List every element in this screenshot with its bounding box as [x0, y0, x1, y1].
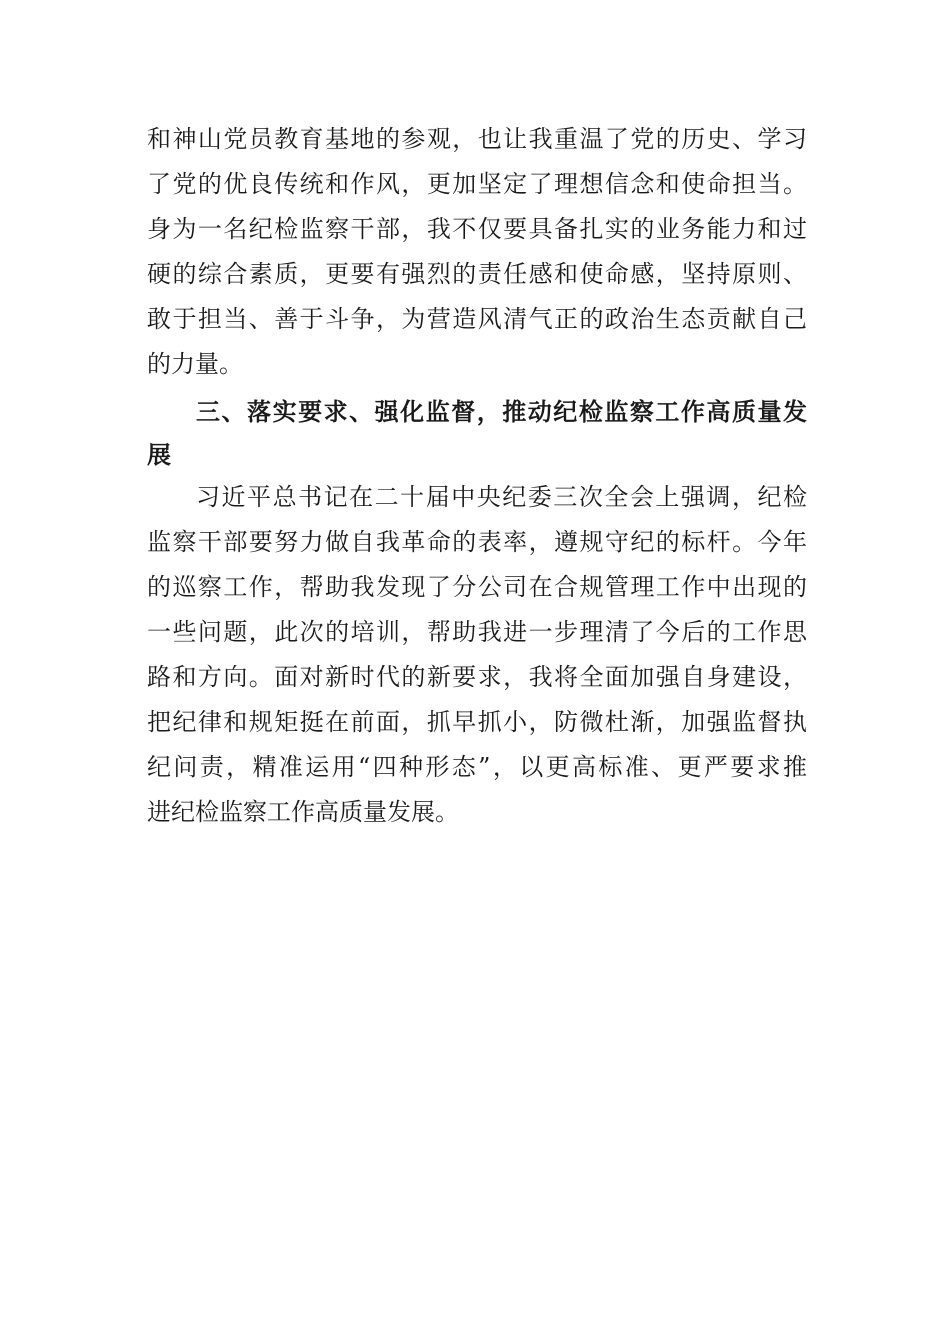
paragraph-line: 进纪检监察工作高质量发展。 [147, 798, 459, 826]
paragraph-line: 敢于担当、善于斗争，为营造风清气正的政治生态贡献自己 [147, 305, 807, 333]
paragraph-line: 和神山党员教育基地的参观，也让我重温了党的历史、学习 [147, 125, 807, 153]
paragraph-line: 路和方向。面对新时代的新要求，我将全面加强自身建设， [147, 663, 807, 691]
paragraph-line: 纪问责，精准运用“四种形态”，以更高标准、更严要求推 [147, 753, 807, 781]
paragraph-line: 的力量。 [147, 350, 243, 378]
paragraph-line: 身为一名纪检监察干部，我不仅要具备扎实的业务能力和过 [147, 215, 807, 243]
paragraph-line: 了党的优良传统和作风，更加坚定了理想信念和使命担当。 [147, 170, 807, 198]
paragraph-line: 习近平总书记在二十届中央纪委三次全会上强调，纪检 [196, 483, 807, 511]
heading-line: 三、落实要求、强化监督，推动纪检监察工作高质量发 [196, 398, 807, 426]
paragraph-line: 把纪律和规矩挺在前面，抓早抓小，防微杜渐，加强监督执 [147, 708, 807, 736]
paragraph-line: 监察干部要努力做自我革命的表率，遵规守纪的标杆。今年 [147, 528, 807, 556]
paragraph-line: 硬的综合素质，更要有强烈的责任感和使命感，坚持原则、 [147, 260, 807, 288]
paragraph-line: 一些问题，此次的培训，帮助我进一步理清了今后的工作思 [147, 618, 807, 646]
heading-line: 展 [147, 441, 171, 469]
paragraph-line: 的巡察工作，帮助我发现了分公司在合规管理工作中出现的 [147, 573, 807, 601]
